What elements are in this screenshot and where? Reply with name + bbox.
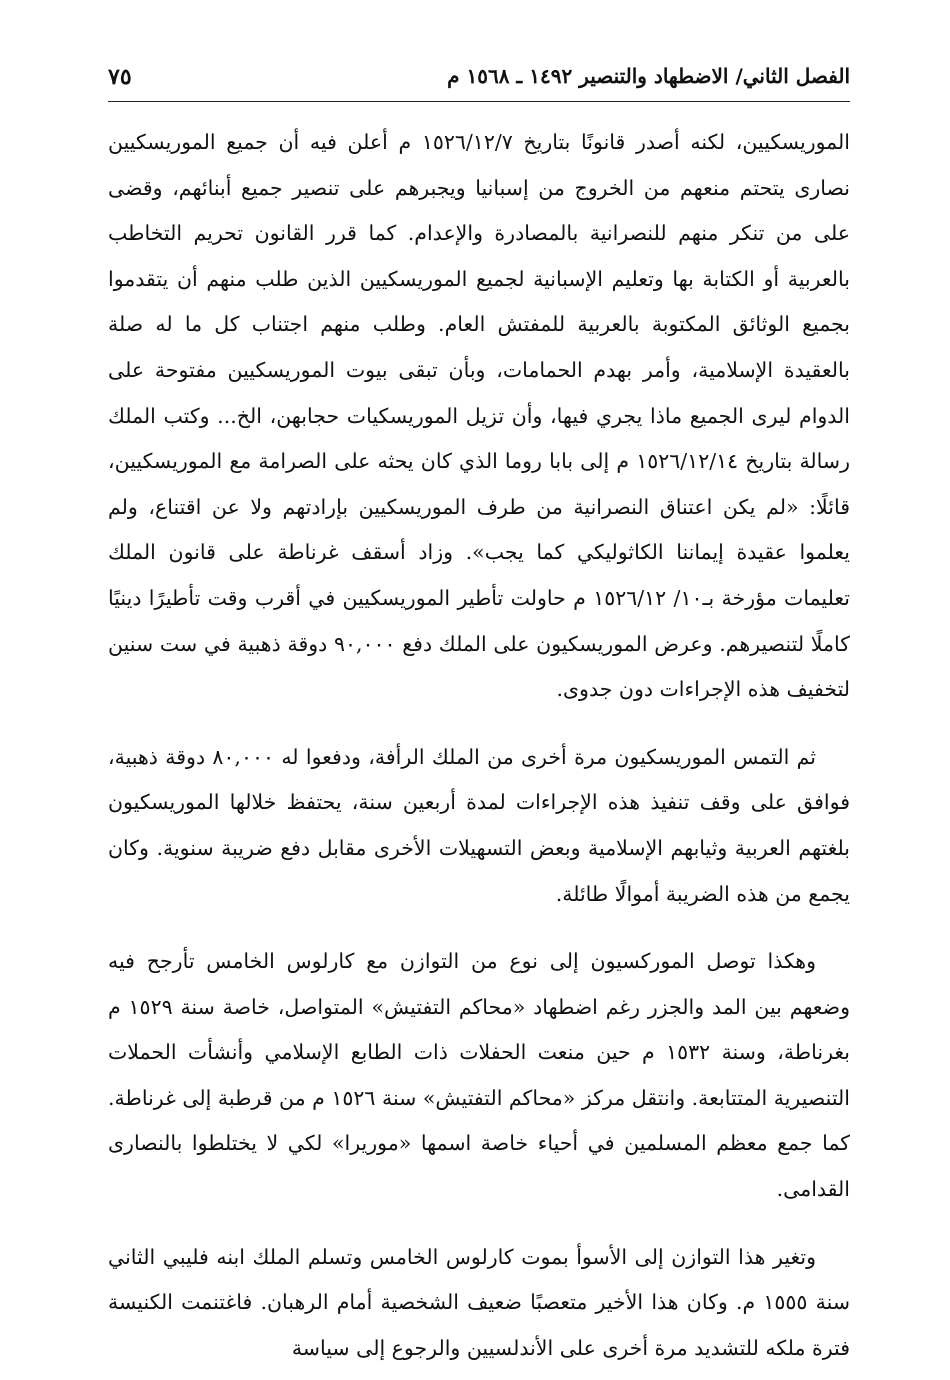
paragraph-1: الموريسكيين، لكنه أصدر قانونًا بتاريخ ١٥٢٦/١٢/٧ م أعلن فيه أن جميع الموريسكيين نصارى يتحتم منعهم من الخروج من إسبانيا ويجبرهم على تنصير جميع أبنائهم، وقضى على من تنكر منهم للنصرانية بالمصادرة والإعدام. كما قرر القانون تحريم التخاطب بالعربية أو الكتابة بها وتعليم الإسبانية لجميع الموريسكيين الذين طلب منهم أن يتقدموا بجميع الوثائق المكتوبة بالعربية للمفتش العام. وطلب منهم اجتناب كل ما له صلة بالعقيدة الإسلامية، وأمر بهدم الحمامات، وبأن تبقى بيوت الموريسكيين مفتوحة على الدوام ليرى الجميع ماذا يجري فيها، وأن تزيل الموريسكيات حجابهن، الخ... وكتب الملك رسالة بتاريخ ١٥٢٦/١٢/١٤ م إلى بابا روما الذي كان يحثه على الصرامة مع الموريسكيين، قائلًا: «لم يكن اعتناق النصرانية من طرف الموريسكيين بإرادتهم ولا عن اقتناع، ولم يعلموا عقيدة إيماننا الكاثوليكي كما يجب». وزاد أسقف غرناطة على قانون الملك تعليمات مؤرخة بـ١٠/ ١٥٢٦/١٢ م حاولت تأطير الموريسكيين في أقرب وقت تأطيرًا دينيًا كاملًا لتنصيرهم. وعرض الموريسكيون على الملك دفع ٩٠,٠٠٠ دوقة ذهبية في ست سنين لتخفيف هذه الإجراءات دون جدوى. — [108, 130, 850, 702]
header-divider — [108, 101, 850, 102]
page-number: ٧٥ — [108, 64, 132, 90]
paragraph-2: ثم التمس الموريسكيون مرة أخرى من الملك الرأفة، ودفعوا له ٨٠,٠٠٠ دوقة ذهبية، فوافق على وقف تنفيذ هذه الإجراءات لمدة أربعين سنة، يحتفظ خلالها الموريسكيون بلغتهم العربية وثيابهم الإسلامية وبعض التسهيلات الأخرى مقابل دفع ضريبة سنوية. وكان يجمع من هذه الضريبة أموالًا طائلة. — [108, 744, 850, 906]
chapter-title: الفصل الثاني/ الاضطهاد والتنصير ١٤٩٢ ـ ١٥٦٨ م — [447, 64, 850, 88]
body-text — [108, 120, 850, 1371]
paragraph-4: وتغير هذا التوازن إلى الأسوأ بموت كارلوس الخامس وتسلم الملك ابنه فليبي الثاني سنة ١٥٥٥ م. وكان هذا الأخير متعصبًا ضعيف الشخصية أمام الرهبان. فاغتنمت الكنيسة فترة ملكه للتشديد مرة أخرى على الأندلسيين والرجوع إلى سياسة — [108, 1244, 850, 1360]
paragraph-3: وهكذا توصل الموركسيون إلى نوع من التوازن مع كارلوس الخامس تأرجح فيه وضعهم بين المد والجزر رغم اضطهاد «محاكم التفتيش» المتواصل، خاصة سنة ١٥٢٩ م بغرناطة، وسنة ١٥٣٢ م حين منعت الحفلات ذات الطابع الإسلامي وأنشأت الحملات التنصيرية المتتابعة. وانتقل مركز «محاكم التفتيش» سنة ١٥٢٦ م من قرطبة إلى غرناطة. كما جمع معظم المسلمين في أحياء خاصة اسمها «موريرا» لكي لا يختلطوا بالنصارى القدامى. — [108, 949, 850, 1202]
running-header — [108, 60, 850, 96]
